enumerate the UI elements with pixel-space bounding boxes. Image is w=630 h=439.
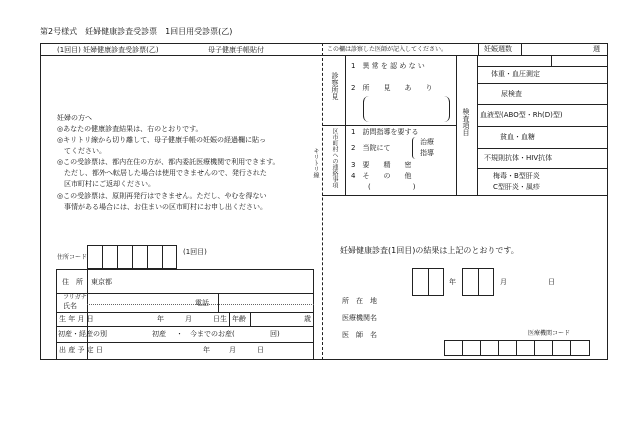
date-year-unit: 年 [449,278,456,286]
institution-code-box[interactable] [444,340,590,356]
due-date-label: 出 産 予 定 日 [59,346,103,354]
notice-line-4: ◎この受診票は、都内在住の方が、都内委託医療機関で利用できます。 [57,158,280,166]
due-day-unit: 日 [257,346,264,354]
contact-2-treatment[interactable]: 治療 [420,138,434,146]
exam-item-anemia[interactable]: 貧血・血糖 [500,133,535,141]
finding-1[interactable]: 1 異 常 を 認 め な い [351,62,425,70]
contact-1[interactable]: 1 訪問指導を要する [351,128,419,136]
left-subtitle: (1回目) 妊婦健康診査受診票(乙) [57,46,159,54]
name-label: 氏名 [63,302,77,310]
visit-label: (1回目) [183,248,207,256]
result-statement: 妊婦健康診査(1回目)の結果は上記のとおりです。 [340,246,519,255]
notice-line-1: ◎あなたの健康診査結果は、右のとおりです。 [57,125,203,133]
notice-line-5: ただし、都外へ転居した場合は使用できませんので、発行された [57,169,267,177]
address-label: 住 所 [62,278,83,286]
finding-detail-bracket[interactable] [363,96,450,122]
age-unit: 歳 [304,315,311,323]
date-month-unit: 月 [500,278,507,286]
parity-separator: ・ [176,330,183,338]
contact-3[interactable]: 3 要 精 密 [351,161,412,169]
contact-2-guidance[interactable]: 指導 [420,149,434,157]
address-value[interactable]: 東京都 [91,278,112,286]
notice-line-2: ◎キリトリ線から切り離して、母子健康手帳の妊娠の経過欄に貼っ [57,136,266,144]
physician-note: この欄は診察した医師が記入してください。 [327,46,448,53]
exam-item-blood-type[interactable]: 血液型(ABO型・Rh(D)型) [480,111,563,119]
cut-line-label: キリトリ線 [312,148,319,178]
birth-day-unit: 日生 [213,315,227,323]
form-title: 第2号様式 妊婦健康診査受診票 1回目用受診票(乙) [40,27,233,36]
resident-code-label: 住所コード [57,254,88,261]
exam-item-hepatitis[interactable]: C型肝炎・風疹 [493,183,540,191]
exam-item-syphilis[interactable]: 梅毒・B型肝炎 [493,172,540,180]
weeks-unit: 週 [593,45,600,53]
birth-month-unit: 月 [185,315,192,323]
notice-line-7: ◎この受診票は、原則再発行はできません。ただし、やむを得ない [57,192,267,200]
location-label: 所 在 地 [342,297,377,305]
finding-2[interactable]: 2 所 見 あ り [351,84,433,92]
exam-findings-label: 診察所見 [331,72,339,100]
age-label: 年齢 [232,315,246,323]
parity-previous[interactable]: 今までのお産( [190,330,235,338]
header-rule [40,55,608,56]
contact-4-detail[interactable]: ( ) [368,183,416,191]
institution-label: 医療機関名 [342,314,377,322]
contact-4[interactable]: 4 そ の 他 [351,172,412,180]
exam-item-weight-bp[interactable]: 体重・血圧測定 [491,70,540,78]
exam-item-urine[interactable]: 尿検査 [501,90,522,98]
contact-2[interactable]: 2 当院にて [351,144,391,152]
phone-label: 電話 [195,299,209,307]
notice-line-6: 区市町村にご返却ください。 [57,180,155,188]
contact-label: 区市町村への連絡事項 [331,128,338,188]
due-month-unit: 月 [229,346,236,354]
cut-line [322,43,323,360]
date-day-unit: 日 [548,278,555,286]
parity-times: 回) [270,330,280,338]
handbook-label: 母子健康手帳貼付 [208,46,264,54]
parity-label: 初産・経産の別 [58,330,107,338]
exam-item-antibody[interactable]: 不規則抗体・HIV抗体 [484,154,553,162]
notice-title: 妊婦の方へ [57,114,92,122]
weeks-label: 妊娠週数 [484,45,512,53]
birth-label: 生 年 月 日 [59,315,94,323]
doctor-label: 医 師 名 [342,331,377,339]
due-year-unit: 年 [203,346,210,354]
parity-first[interactable]: 初産 [152,330,166,338]
notice-line-8: 事情がある場合には、お住まいの区市町村にお申し出ください。 [57,203,267,211]
birth-year-unit: 年 [157,315,164,323]
furigana-label: フリガナ [63,294,87,301]
institution-code-label: 医療機関コード [528,330,571,337]
notice-line-3: てください。 [57,147,106,155]
exam-items-label: 検査項目 [462,108,470,136]
